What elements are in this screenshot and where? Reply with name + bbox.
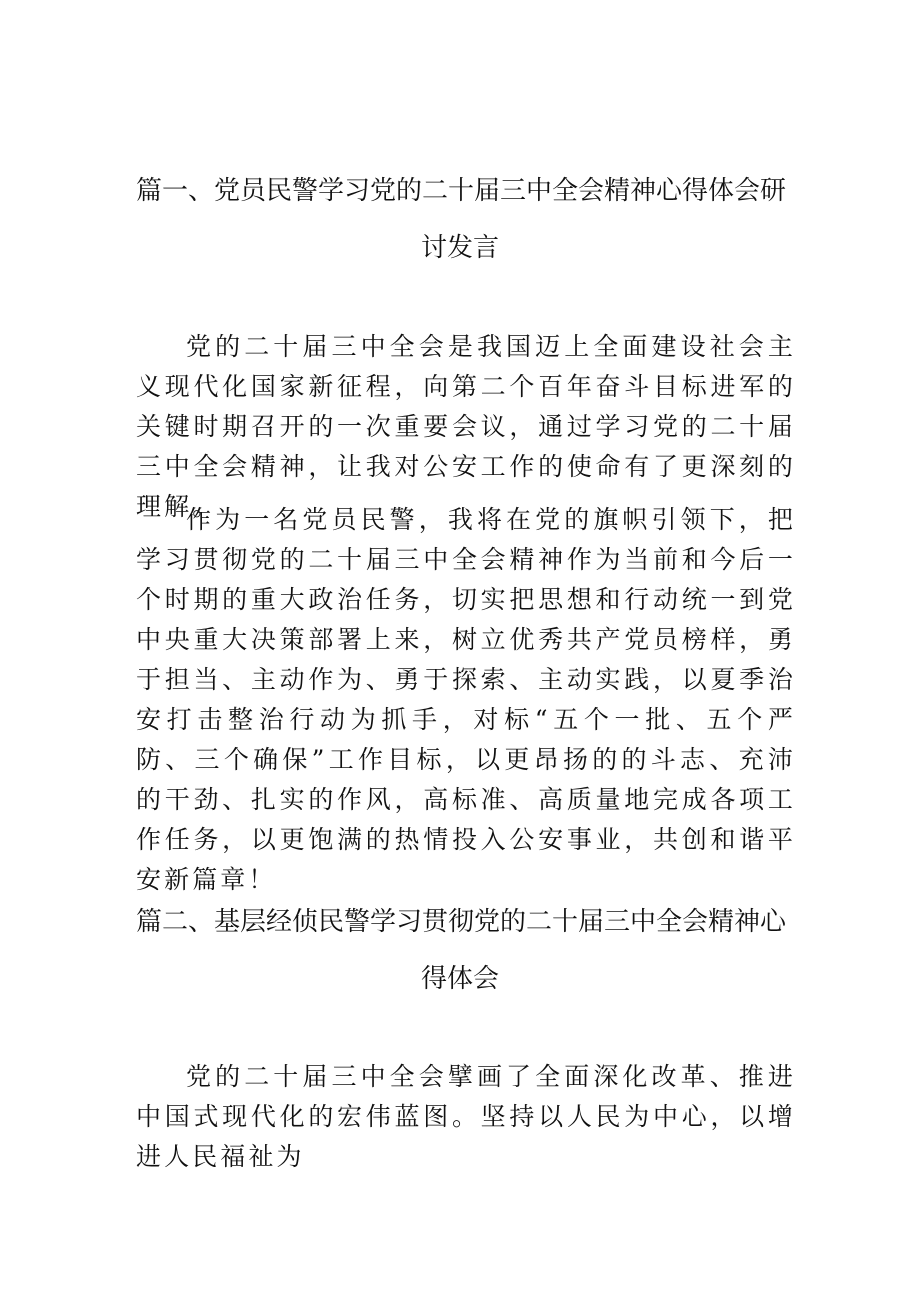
section-1-paragraph-1: 党的二十届三中全会是我国迈上全面建设社会主义现代化国家新征程，向第二个百年奋斗目标进军的关键时期召开的一次重要会议，通过学习党的二十届三中全会精神，让我对公安工作的使命有了更深刻的理解。: [136, 332, 796, 521]
section-1-paragraph-2: 作为一名党员民警，我将在党的旗帜引领下，把学习贯彻党的二十届三中全会精神作为当前和今后一个时期的重大政治任务，切实把思想和行动统一到党中央重大决策部署上来，树立优秀共产党员榜样，勇于担当、主动作为、勇于探索、主动实践，以夏季治安打击整治行动为抓手，对标“五个一批、五个严防、三个确保”工作目标，以更昂扬的的斗志、充沛的干劲、扎实的作风，高标准、高质量地完成各项工作任务，以更饱满的热情投入公安事业，共创和谐平安新篇章！: [136, 505, 796, 894]
section-2-title-line-2: 得体会: [420, 964, 499, 994]
section-1-title-line-1: 篇一、党员民警学习党的二十届三中全会精神心得体会研: [136, 176, 787, 206]
section-1-title-line-2: 讨发言: [420, 233, 499, 263]
section-2-title-line-1: 篇二、基层经侦民警学习贯彻党的二十届三中全会精神心: [136, 907, 787, 937]
section-2-paragraph-1: 党的二十届三中全会擘画了全面深化改革、推进中国式现代化的宏伟蓝图。坚持以人民为中心，以增进人民福祉为: [136, 1062, 796, 1171]
